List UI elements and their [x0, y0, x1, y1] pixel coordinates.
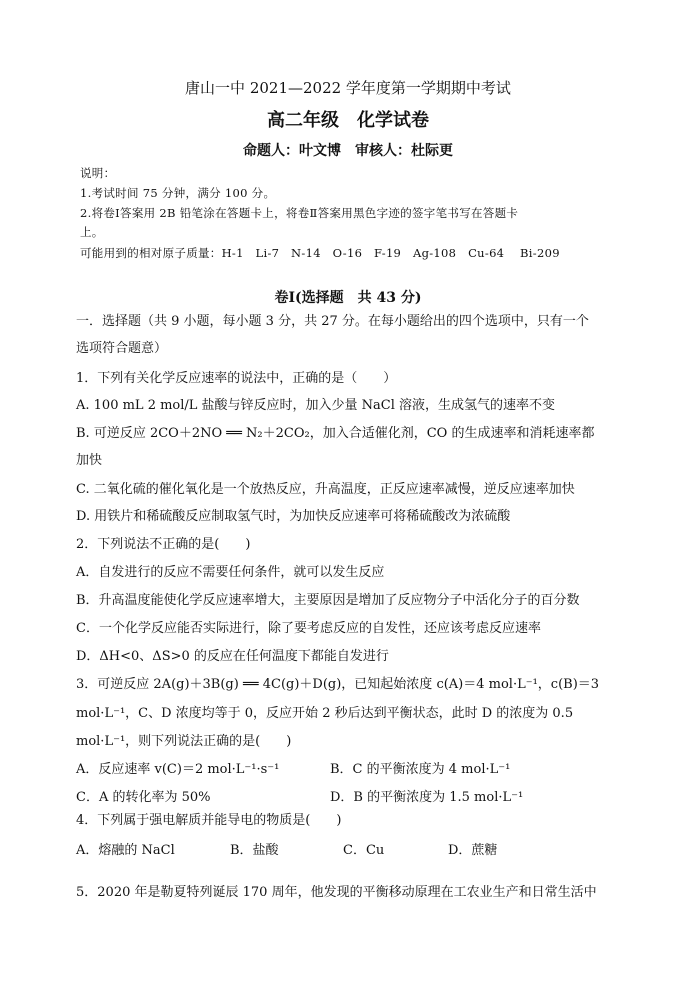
- q1-stem: 1．下列有关化学反应速率的说法中，正确的是（ ）: [76, 371, 397, 386]
- school-exam-title: 唐山一中 2021—2022 学年度第一学期期中考试: [185, 79, 511, 97]
- q1-option-d: D. 用铁片和稀硫酸反应制取氢气时，为加快反应速率可将稀硫酸改为浓硫酸: [76, 509, 511, 524]
- q3-option-a: A．反应速率 v(C)＝2 mol·L⁻¹·s⁻¹: [76, 762, 280, 777]
- paper-title: 高二年级 化学试卷: [267, 110, 429, 131]
- q4-option-a: A．熔融的 NaCl: [76, 843, 175, 858]
- instructions-line-1: 一．选择题（共 9 小题，每小题 3 分，共 27 分。在每小题给出的四个选项中，只有一个: [76, 314, 589, 329]
- authors-line: 命题人：叶文博 审核人：杜际更: [243, 143, 453, 159]
- q2-stem: 2．下列说法不正确的是( ): [76, 537, 251, 552]
- note-line-2a: 2.将卷Ⅰ答案用 2B 铅笔涂在答题卡上，将卷Ⅱ答案用黑色字迹的签字笔书写在答题卡: [80, 206, 519, 220]
- q2-option-b: B．升高温度能使化学反应速率增大，主要原因是增加了反应物分子中活化分子的百分数: [76, 593, 580, 608]
- q1-option-a: A. 100 mL 2 mol/L 盐酸与锌反应时，加入少量 NaCl 溶液，生成氢气的速率不变: [76, 398, 556, 413]
- q4-option-d: D．蔗糖: [448, 843, 498, 858]
- q3-option-d: D．B 的平衡浓度为 1.5 mol·L⁻¹: [330, 790, 524, 805]
- q1-option-c: C. 二氧化硫的催化氧化是一个放热反应，升高温度，正反应速率减慢，逆反应速率加快: [76, 482, 575, 497]
- note-line-1: 1.考试时间 75 分钟，满分 100 分。: [80, 186, 276, 200]
- section-title: 卷Ⅰ(选择题 共 43 分): [274, 290, 422, 306]
- q4-stem: 4．下列属于强电解质并能导电的物质是( ): [76, 813, 342, 828]
- q4-option-c: C．Cu: [343, 843, 385, 858]
- q1-option-b: B. 可逆反应 2CO＋2NO ══ N₂＋2CO₂，加入合适催化剂，CO 的生成速率和消耗速率都: [76, 426, 595, 441]
- q2-option-d: D．ΔH<0、ΔS>0 的反应在任何温度下都能自发进行: [76, 649, 389, 664]
- instructions-line-2: 选项符合题意）: [76, 341, 168, 356]
- notes-label: 说明：: [80, 166, 116, 180]
- q3-stem-line-1: 3．可逆反应 2A(g)＋3B(g) ══ 4C(g)＋D(g)，已知起始浓度 c(A)＝4 mol·L⁻¹，c(B)＝3: [76, 677, 600, 692]
- note-line-2b: 上。: [80, 225, 104, 239]
- atomic-masses: 可能用到的相对原子质量：H-1 Li-7 N-14 O-16 F-19 Ag-108 Cu-64 Bi-209: [80, 246, 560, 260]
- q4-option-b: B．盐酸: [230, 843, 279, 858]
- q5-stem: 5．2020 年是勒夏特列诞辰 170 周年，他发现的平衡移动原理在工农业生产和日常生活中: [76, 885, 597, 900]
- q3-stem-line-3: mol·L⁻¹，则下列说法正确的是( ): [76, 734, 292, 749]
- q1-option-b-cont: 加快: [76, 453, 103, 468]
- q3-option-c: C．A 的转化率为 50%: [76, 790, 211, 805]
- q2-option-c: C．一个化学反应能否实际进行，除了要考虑反应的自发性，还应该考虑反应速率: [76, 621, 541, 636]
- q2-option-a: A．自发进行的反应不需要任何条件，就可以发生反应: [76, 565, 385, 580]
- q3-option-b: B．C 的平衡浓度为 4 mol·L⁻¹: [330, 762, 511, 777]
- q3-stem-line-2: mol·L⁻¹，C、D 浓度均等于 0，反应开始 2 秒后达到平衡状态，此时 D 的浓度为 0.5: [76, 706, 574, 721]
